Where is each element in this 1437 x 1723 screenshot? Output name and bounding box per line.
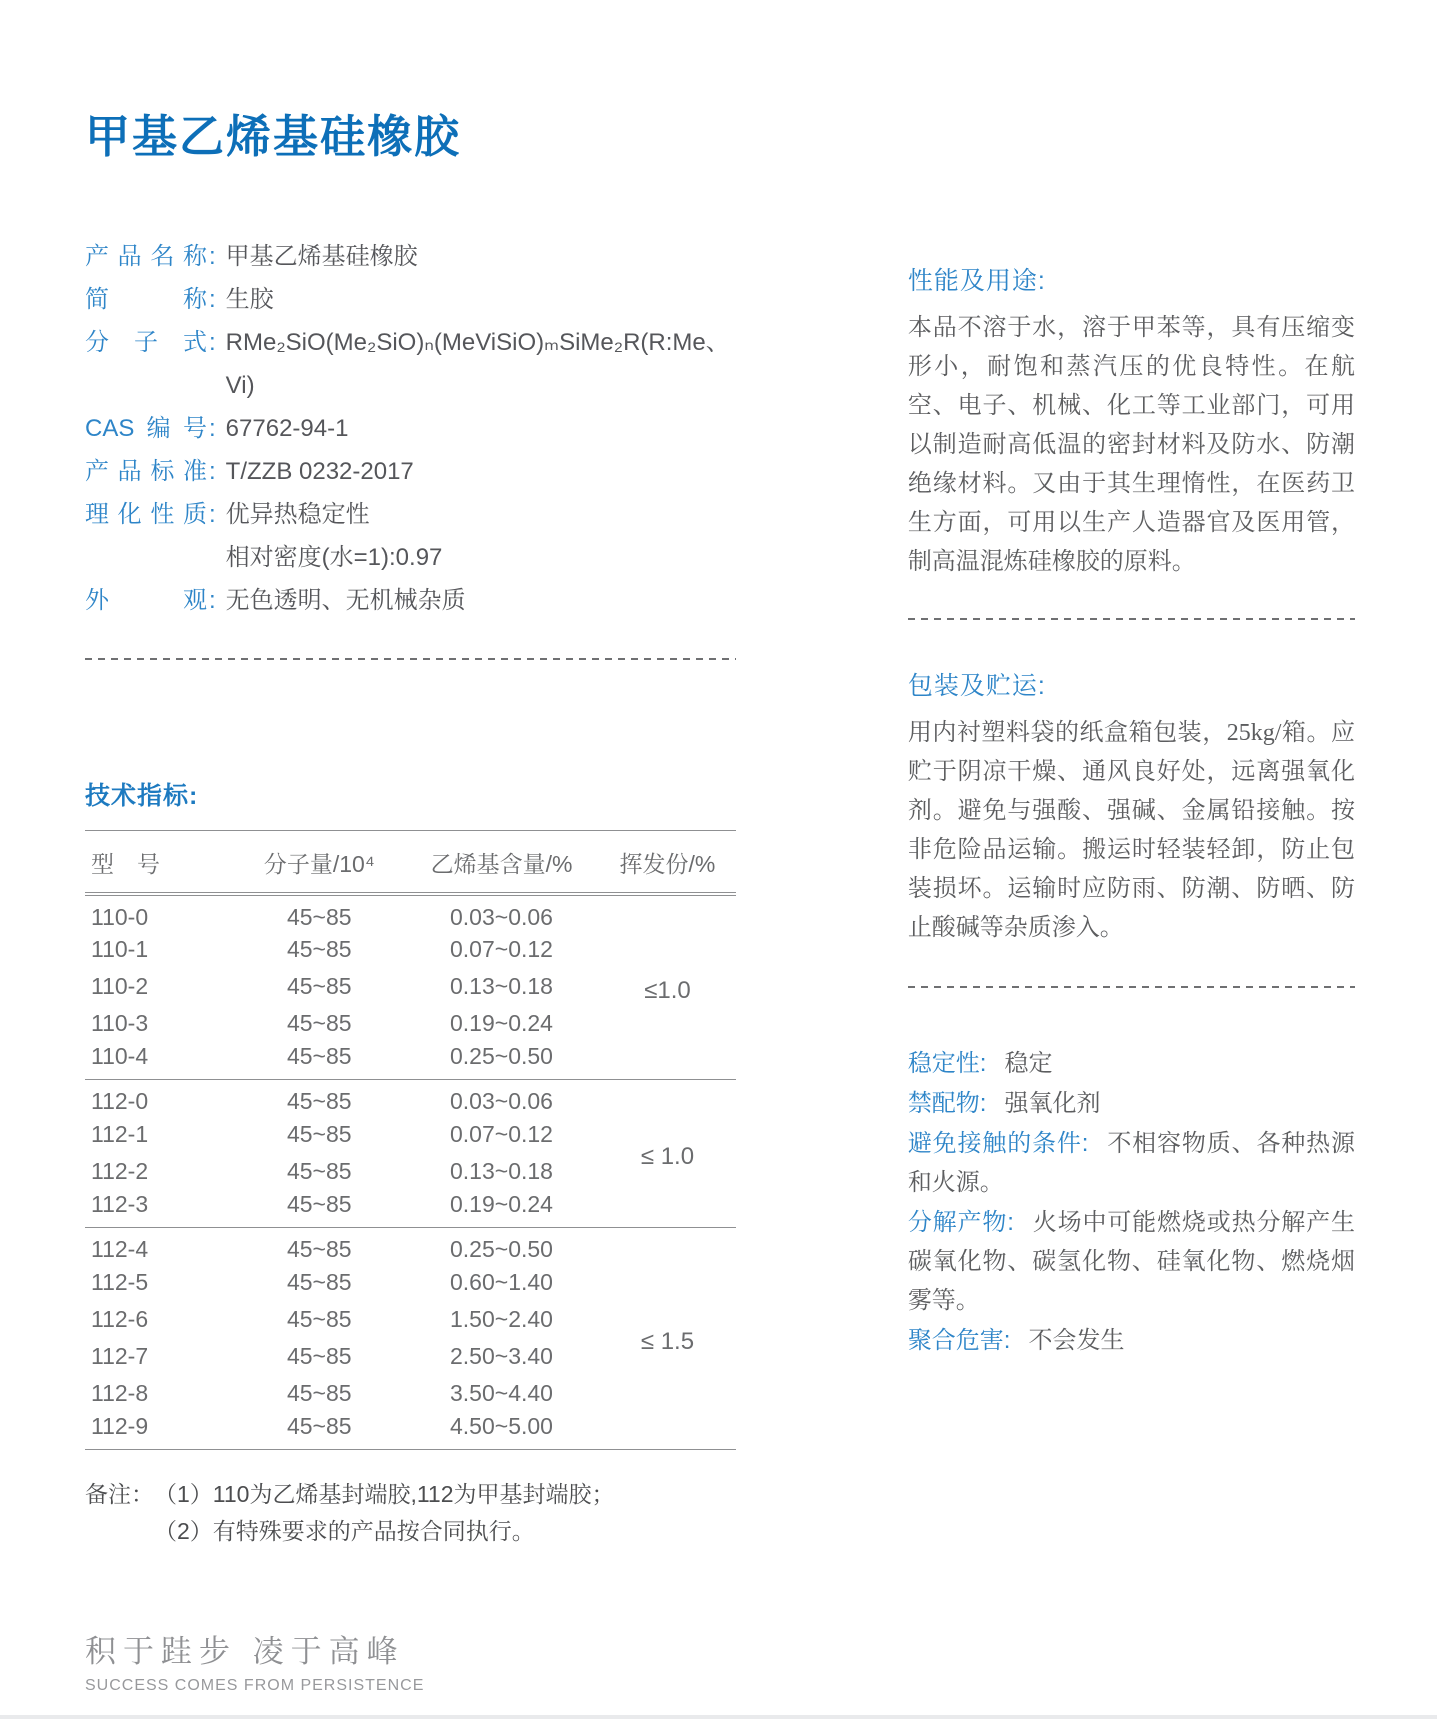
cell-model: 110-4	[91, 1042, 149, 1069]
safety-item-value: 不相容物质、各种热源和火源。	[907, 1131, 1356, 1196]
performance-heading: 性能及用途:	[907, 267, 1046, 295]
notes-lines	[154, 1476, 615, 1550]
cell-model: 112-2	[91, 1158, 149, 1184]
cell-volatiles: ≤ 1.0	[640, 1143, 695, 1170]
cell-molecular-weight: 45~85	[286, 904, 352, 930]
info-colon: :	[209, 501, 216, 528]
info-label: 简称	[85, 286, 207, 313]
cell-vinyl-content: 0.03~0.06	[450, 1088, 553, 1115]
safety-item-label: 避免接触的条件:	[907, 1130, 1089, 1157]
cell-vinyl-content: 0.13~0.18	[450, 973, 553, 999]
cell-model: 112-5	[91, 1269, 149, 1295]
performance-body: 本品不溶于水，溶于甲苯等，具有压缩变形小，耐饱和蒸汽压的优良特性。在航空、电子、机械、化工等工业部门，可用以制造耐高低温的密封材料及防水、防潮绝缘材料。又由于其生理惰性，在医药卫生方面，可用以生产人造器官及医用管，制高温混炼硅橡胶的原料。	[907, 315, 1355, 575]
product-info-row	[85, 321, 736, 407]
cell-vinyl-content: 0.19~0.24	[450, 1010, 553, 1036]
info-value: T/ZZB 0232-2017	[225, 458, 414, 485]
cell-molecular-weight: 45~85	[286, 1088, 352, 1115]
dashed-divider-left	[85, 658, 736, 660]
safety-item	[908, 1203, 1355, 1321]
cell-vinyl-content: 0.07~0.12	[450, 936, 553, 962]
cell-vinyl-content: 0.03~0.06	[450, 904, 553, 930]
cell-molecular-weight: 45~85	[286, 936, 352, 962]
cell-model: 110-2	[91, 973, 149, 999]
cell-model: 110-0	[91, 904, 149, 930]
cell-model: 110-1	[91, 936, 149, 962]
product-info-row	[85, 579, 736, 622]
table-row	[85, 1079, 736, 1116]
safety-item-value: 火场中可能燃烧或热分解产生碳氧化物、碳氢化物、硅氧化物、燃烧烟雾等。	[907, 1210, 1356, 1314]
safety-item-label: 聚合危害:	[907, 1327, 1011, 1354]
cell-molecular-weight: 45~85	[286, 1010, 352, 1036]
tech-specs-table	[85, 830, 736, 1450]
product-info-list	[85, 235, 736, 622]
cell-vinyl-content: 1.50~2.40	[450, 1306, 553, 1332]
info-colon: :	[209, 286, 216, 313]
notes-label: 备注：	[85, 1480, 154, 1507]
info-value: 生胶	[225, 286, 274, 313]
cell-molecular-weight: 45~85	[286, 1380, 352, 1406]
cell-volatiles: ≤1.0	[644, 977, 691, 1005]
info-colon: :	[209, 458, 216, 485]
cell-molecular-weight: 45~85	[286, 1190, 352, 1217]
cell-model: 112-8	[91, 1380, 149, 1406]
info-value: 相对密度(水=1):0.97	[225, 544, 443, 571]
info-colon: :	[209, 243, 216, 270]
product-info-row	[85, 278, 736, 321]
cell-vinyl-content: 4.50~5.00	[450, 1412, 553, 1439]
cell-model: 112-0	[91, 1088, 149, 1115]
table-header-volatiles: 挥发份/%	[619, 851, 716, 877]
info-value: 甲基乙烯基硅橡胶	[225, 243, 418, 270]
page-title: 甲基乙烯基硅橡胶	[85, 111, 462, 162]
safety-item	[908, 1321, 1355, 1361]
product-info-row	[85, 536, 736, 579]
right-column	[908, 235, 1355, 1550]
cell-molecular-weight: 45~85	[286, 1412, 352, 1439]
packaging-body: 用内衬塑料袋的纸盒箱包装，25kg/箱。应贮于阴凉干燥、通风良好处，远离强氧化剂。避免与强酸、强碱、金属铅接触。按非危险品运输。搬运时轻装轻卸，防止包装损坏。运输时应防雨、防潮、防晒、防止酸碱等杂质渗入。	[907, 720, 1355, 941]
cell-vinyl-content: 0.25~0.50	[450, 1042, 553, 1069]
cell-model: 112-9	[91, 1412, 149, 1439]
cell-molecular-weight: 45~85	[286, 1042, 352, 1069]
cell-molecular-weight: 45~85	[286, 973, 352, 999]
packaging-heading: 包装及贮运:	[907, 672, 1046, 700]
table-group-1	[85, 894, 736, 1079]
cell-model: 112-7	[91, 1343, 149, 1369]
table-row	[85, 894, 736, 931]
cell-vinyl-content: 2.50~3.40	[450, 1343, 553, 1369]
safety-item	[908, 1084, 1355, 1124]
safety-list	[908, 1044, 1355, 1361]
product-info-row	[85, 235, 736, 278]
info-label: 产品标准	[85, 458, 207, 485]
safety-item-value: 不会发生	[1028, 1328, 1125, 1354]
cell-model: 112-6	[91, 1306, 149, 1332]
table-header-model: 型 号	[91, 851, 160, 877]
footer-slogan-cn: 积于跬步 凌于高峰	[85, 1634, 405, 1669]
safety-item	[908, 1044, 1355, 1084]
table-group-3	[85, 1227, 736, 1449]
table-head	[85, 831, 736, 895]
info-label: 理化性质	[85, 501, 207, 528]
info-value: 优异热稳定性	[225, 501, 370, 528]
safety-item-value: 稳定	[1004, 1051, 1053, 1077]
table-header-molecular-weight: 分子量/10⁴	[263, 851, 375, 877]
cell-vinyl-content: 0.07~0.12	[450, 1121, 553, 1147]
cell-molecular-weight: 45~85	[286, 1306, 352, 1332]
two-column-layout	[85, 235, 1355, 1550]
table-group-2	[85, 1079, 736, 1227]
table-notes	[85, 1476, 736, 1550]
info-colon: :	[209, 329, 216, 356]
cell-vinyl-content: 3.50~4.40	[450, 1380, 553, 1406]
cell-molecular-weight: 45~85	[286, 1236, 352, 1263]
dashed-divider-right-1	[908, 618, 1355, 620]
table-header-vinyl-content: 乙烯基含量/%	[430, 851, 573, 877]
cell-vinyl-content: 0.19~0.24	[450, 1190, 553, 1217]
cell-molecular-weight: 45~85	[286, 1269, 352, 1295]
safety-item-value: 强氧化剂	[1004, 1091, 1101, 1117]
cell-molecular-weight: 45~85	[286, 1158, 352, 1184]
cell-model: 110-3	[91, 1010, 149, 1036]
cell-molecular-weight: 45~85	[286, 1121, 352, 1147]
cell-molecular-weight: 45~85	[286, 1343, 352, 1369]
info-value: 无色透明、无机械杂质	[225, 587, 466, 614]
tech-specs-heading: 技术指标:	[85, 782, 199, 810]
info-colon: :	[209, 415, 216, 442]
info-label: CAS编号	[85, 415, 207, 442]
safety-item-label: 分解产物:	[907, 1209, 1014, 1236]
info-colon: :	[209, 587, 216, 614]
note-line: （2）有特殊要求的产品按合同执行。	[154, 1517, 535, 1544]
info-value: 67762-94-1	[225, 415, 349, 442]
info-value: RMe₂SiO(Me₂SiO)ₙ(MeViSiO)ₘSiMe₂R(R:Me、Vi)	[225, 329, 730, 399]
dashed-divider-right-2	[908, 986, 1355, 988]
table-row	[85, 1227, 736, 1264]
safety-item	[908, 1124, 1355, 1203]
note-line: （1）110为乙烯基封端胶,112为甲基封端胶；	[154, 1480, 615, 1507]
bottom-rule	[0, 1715, 1437, 1719]
info-label: 外观	[85, 587, 207, 614]
info-label: 产品名称	[85, 243, 207, 270]
cell-model: 112-1	[91, 1121, 149, 1147]
cell-model: 112-3	[91, 1190, 149, 1217]
cell-vinyl-content: 0.60~1.40	[450, 1269, 553, 1295]
safety-item-label: 稳定性:	[907, 1050, 987, 1077]
cell-volatiles: ≤ 1.5	[640, 1328, 695, 1355]
product-info-row	[85, 407, 736, 450]
product-info-row	[85, 493, 736, 536]
cell-vinyl-content: 0.25~0.50	[450, 1236, 553, 1263]
safety-item-label: 禁配物:	[907, 1090, 987, 1117]
left-column	[85, 235, 736, 1550]
product-info-row	[85, 450, 736, 493]
footer-slogan-en: SUCCESS COMES FROM PERSISTENCE	[85, 1677, 425, 1694]
cell-vinyl-content: 0.13~0.18	[450, 1158, 553, 1184]
info-label: 分子式	[85, 329, 207, 356]
footer	[85, 1626, 424, 1695]
table-header-row	[85, 831, 736, 895]
cell-model: 112-4	[91, 1236, 149, 1263]
